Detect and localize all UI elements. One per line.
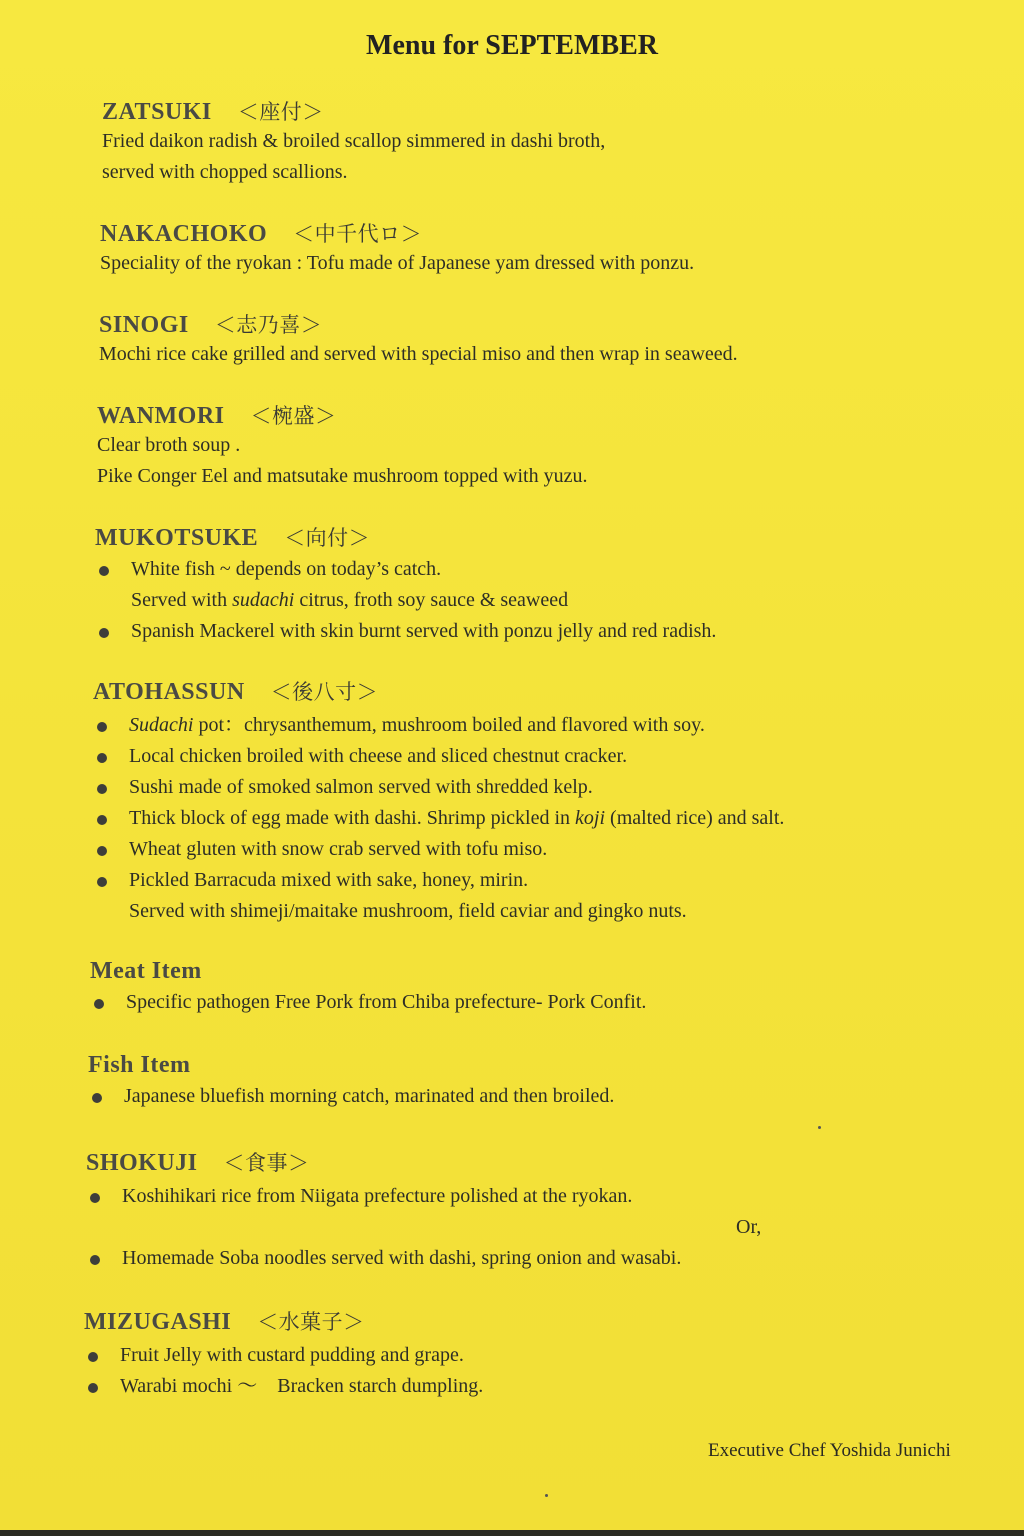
- text-segment: (malted rice) and salt.: [605, 807, 785, 829]
- section-heading: [95, 522, 1024, 552]
- section-meat-item: [90, 958, 1024, 1018]
- section-mukotsuke: [95, 522, 1024, 647]
- section-heading: [90, 958, 1024, 985]
- dish-item: [84, 1371, 1024, 1402]
- section-japanese-name: ＜中千代ロ＞: [293, 222, 423, 246]
- dish-text: White fish ~ depends on today’s catch.: [131, 558, 442, 580]
- section-name: MUKOTSUKE: [95, 525, 259, 551]
- bullet-icon: [92, 1093, 102, 1103]
- dish-text: Sushi made of smoked salmon served with shredded kelp.: [129, 776, 593, 798]
- section-japanese-name: ＜椀盛＞: [250, 404, 337, 428]
- section-heading: [97, 400, 1024, 430]
- section-mizugashi: [84, 1306, 1024, 1402]
- dish-text: Koshihikari rice from Niigata prefecture polished at the ryokan.: [122, 1185, 633, 1207]
- section-name: NAKACHOKO: [100, 221, 268, 247]
- dish-continuation: [131, 585, 1024, 616]
- dish-description: Fried daikon radish & broiled scallop simmered in dashi broth,: [102, 130, 606, 152]
- bullet-icon: [90, 1255, 100, 1265]
- dish-item: [95, 554, 1024, 616]
- section-japanese-name: ＜向付＞: [284, 526, 371, 550]
- bullet-icon: [88, 1383, 98, 1393]
- text-segment: Served with: [131, 589, 233, 611]
- italic-term: sudachi: [232, 589, 295, 611]
- dish-description: Pike Conger Eel and matsutake mushroom topped with yuzu.: [97, 465, 588, 487]
- text-segment: Thick block of egg made with dashi. Shrimp pickled in: [129, 807, 576, 829]
- section-heading: [93, 676, 1024, 706]
- chef-signature: Executive Chef Yoshida Junichi: [708, 1440, 951, 1461]
- dish-text: Wheat gluten with snow crab served with tofu miso.: [129, 838, 548, 860]
- section-name: Fish Item: [88, 1052, 191, 1078]
- dish-item: [93, 865, 1024, 927]
- bullet-icon: [99, 566, 109, 576]
- dish-item: [90, 987, 1024, 1018]
- dish-description: served with chopped scallions.: [102, 161, 348, 183]
- dish-item: [93, 741, 1024, 772]
- section-heading: [84, 1306, 1024, 1336]
- section-name: SHOKUJI: [86, 1150, 198, 1176]
- section-japanese-name: ＜志乃喜＞: [214, 313, 323, 337]
- paper-speck: [818, 1126, 821, 1129]
- bullet-icon: [90, 1193, 100, 1203]
- section-name: ZATSUKI: [102, 99, 212, 125]
- dish-text: Warabi mochi ～ Bracken starch dumpling.: [120, 1375, 484, 1397]
- italic-term: Sudachi: [129, 714, 194, 736]
- bullet-icon: [97, 815, 107, 825]
- section-japanese-name: ＜水菓子＞: [257, 1310, 365, 1334]
- section-name: SINOGI: [99, 312, 189, 338]
- section-name: WANMORI: [97, 403, 225, 429]
- section-shokuji: [86, 1147, 1024, 1274]
- section-japanese-name: ＜食事＞: [223, 1151, 310, 1175]
- bullet-icon: [97, 784, 107, 794]
- dish-item: [93, 834, 1024, 865]
- text-segment: citrus, froth soy sauce & seaweed: [294, 589, 569, 611]
- section-zatsuki: [102, 96, 1024, 188]
- dish-description: Mochi rice cake grilled and served with special miso and then wrap in seaweed.: [99, 343, 738, 365]
- section-japanese-name: ＜座付＞: [237, 100, 324, 124]
- section-nakachoko: [100, 218, 1024, 279]
- section-atohassun: [93, 676, 1024, 927]
- section-heading: [100, 218, 1024, 248]
- section-heading: [102, 96, 1024, 126]
- dish-text: Homemade Soba noodles served with dashi, spring onion and wasabi.: [122, 1247, 682, 1269]
- bullet-icon: [97, 846, 107, 856]
- section-heading: [86, 1147, 1024, 1177]
- page-bottom-edge: [0, 1530, 1024, 1536]
- section-fish-item: [88, 1052, 1024, 1112]
- section-name: MIZUGASHI: [84, 1309, 232, 1335]
- section-japanese-name: ＜後八寸＞: [270, 680, 379, 704]
- dish-description: Speciality of the ryokan : Tofu made of Japanese yam dressed with ponzu.: [100, 252, 695, 274]
- dish-item: [86, 1181, 1024, 1212]
- dish-item: [93, 710, 1024, 741]
- bullet-icon: [99, 628, 109, 638]
- dish-text: Fruit Jelly with custard pudding and grape.: [120, 1344, 464, 1366]
- dish-item: [95, 616, 1024, 647]
- dish-text: Spanish Mackerel with skin burnt served with ponzu jelly and red radish.: [131, 620, 717, 642]
- bullet-icon: [88, 1352, 98, 1362]
- or-separator: Or,: [736, 1216, 762, 1238]
- dish-item: [86, 1243, 1024, 1274]
- bullet-icon: [97, 753, 107, 763]
- section-heading: [88, 1052, 1024, 1079]
- bullet-icon: [97, 722, 107, 732]
- dish-text: Pickled Barracuda mixed with sake, honey, mirin.: [129, 869, 529, 891]
- bullet-icon: [94, 999, 104, 1009]
- paper-speck: [545, 1494, 548, 1497]
- dish-text: Local chicken broiled with cheese and sliced chestnut cracker.: [129, 745, 628, 767]
- italic-term: koji: [575, 807, 606, 829]
- section-wanmori: [97, 400, 1024, 492]
- dish-continuation: Served with shimeji/maitake mushroom, field caviar and gingko nuts.: [129, 900, 687, 922]
- dish-text: pot：chrysanthemum, mushroom boiled and flavored with soy.: [193, 714, 705, 736]
- dish-item: [93, 772, 1024, 803]
- section-name: ATOHASSUN: [93, 679, 245, 705]
- section-name: Meat Item: [90, 958, 202, 984]
- dish-text: Specific pathogen Free Pork from Chiba prefecture- Pork Confit.: [126, 991, 647, 1013]
- dish-text: Japanese bluefish morning catch, marinated and then broiled.: [124, 1085, 615, 1107]
- dish-item: [84, 1340, 1024, 1371]
- dish-item: [88, 1081, 1024, 1112]
- menu-title: Menu for SEPTEMBER: [366, 30, 658, 61]
- section-sinogi: [99, 309, 1024, 370]
- section-heading: [99, 309, 1024, 339]
- bullet-icon: [97, 877, 107, 887]
- dish-item: [93, 803, 1024, 834]
- dish-description: Clear broth soup .: [97, 434, 241, 456]
